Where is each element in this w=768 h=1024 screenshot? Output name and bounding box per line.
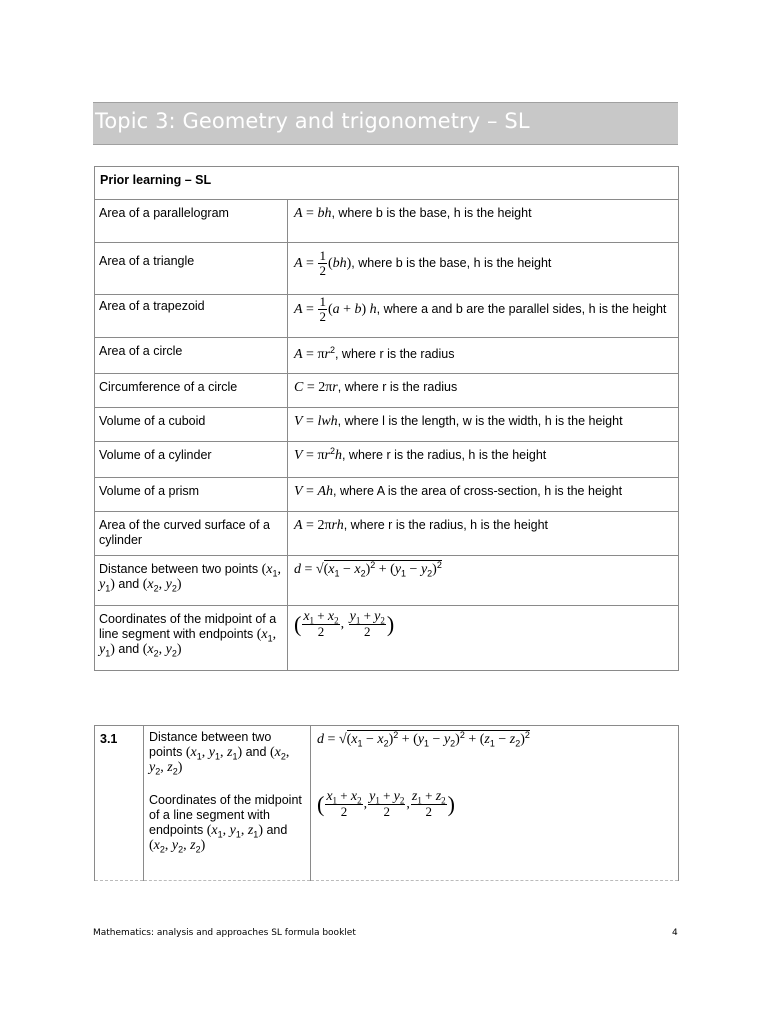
formula-cell: $d = √(x_1 - x_2)^2 + (y_1 - y_2)^2$ xyxy=(288,556,679,606)
row-label: Volume of a prism xyxy=(95,478,288,512)
formula-cell: $A = \pi r^2$, where r is the radius xyxy=(288,338,679,374)
row-label: Volume of a cylinder xyxy=(95,442,288,478)
row-label: Coordinates of the midpoint of a line segment with endpoints ($x_1$, $y_1$) and ($x_2$, $y_2$) xyxy=(95,606,288,671)
table-row xyxy=(95,442,679,478)
footer-booklet-title: Mathematics: analysis and approaches SL formula booklet xyxy=(93,928,356,938)
section-labels xyxy=(144,726,311,881)
formula-cell: A = 2πrh, where r is the radius, h is the height xyxy=(288,512,679,556)
formula-cell: V = lwh, where l is the length, w is the width, h is the height xyxy=(288,408,679,442)
prior-learning-heading: Prior learning – SL xyxy=(95,167,679,200)
row-label: Area of a trapezoid xyxy=(95,295,288,338)
table-row xyxy=(95,338,679,374)
table-row xyxy=(95,200,679,243)
formula-cell: A = bh, where b is the base, h is the height xyxy=(288,200,679,243)
page-number: 4 xyxy=(672,928,678,938)
topic-banner xyxy=(93,102,678,145)
formula-cell: C = 2πr, where r is the radius xyxy=(288,374,679,408)
table-row xyxy=(95,556,679,606)
table-row xyxy=(95,726,679,881)
formula-cell: A = $\frac{1}{2}$ (a + b) h, where a and b are the parallel sides, h is the height xyxy=(288,295,679,338)
row-label: Distance between two points ($x_1$, $y_1$) and ($x_2$, $y_2$) xyxy=(95,556,288,606)
formula-cell: A = $\frac{1}{2}$ (bh), where b is the base, h is the height xyxy=(288,243,679,295)
midpoint-formula-3d: ( $\frac{x_1 + x_2}{2}$ , $\frac{y_1 + y_2}{2}$ , $\frac{z_1 + z_2}{2}$ ) xyxy=(317,788,455,819)
distance-label: Distance between two points ($x_1$, $y_1$, $z_1$) and ($x_2$, $y_2$, $z_2$) xyxy=(149,730,290,777)
formula-cell: V = Ah, where A is the area of cross-section, h is the height xyxy=(288,478,679,512)
row-label: Area of a parallelogram xyxy=(95,200,288,243)
row-label: Area of the curved surface of a cylinder xyxy=(95,512,288,556)
page-title: Topic 3: Geometry and trigonometry – SL xyxy=(95,109,530,133)
table-row xyxy=(95,512,679,556)
section-3-1-table xyxy=(94,725,679,881)
table-row xyxy=(95,295,679,338)
table-row xyxy=(95,478,679,512)
table-row xyxy=(95,243,679,295)
row-label: Volume of a cuboid xyxy=(95,408,288,442)
section-number: 3.1 xyxy=(95,726,144,881)
row-label: Area of a triangle xyxy=(95,243,288,295)
table-row xyxy=(95,374,679,408)
formula-cell: $V = \pi r^2h$, where r is the radius, h is the height xyxy=(288,442,679,478)
midpoint-label: Coordinates of the midpoint of a line segment with endpoints ($x_1$, $y_1$, $z_1$) and ($x_2$, $y_2$, $z_2$) xyxy=(149,793,302,855)
formula-cell xyxy=(311,726,679,881)
prior-learning-table xyxy=(94,166,679,671)
table-row xyxy=(95,408,679,442)
table-row xyxy=(95,606,679,671)
row-label: Area of a circle xyxy=(95,338,288,374)
formula-cell: ( $\frac{x_1 + x_2}{2}$ , $\frac{y_1 + y_2}{2}$ ) xyxy=(288,606,679,671)
row-label: Circumference of a circle xyxy=(95,374,288,408)
distance-formula-3d: $d = √(x_1 - x_2)^2 + (y_1 - y_2)^2 + (z_1 - z_2)^2$ xyxy=(317,729,530,749)
